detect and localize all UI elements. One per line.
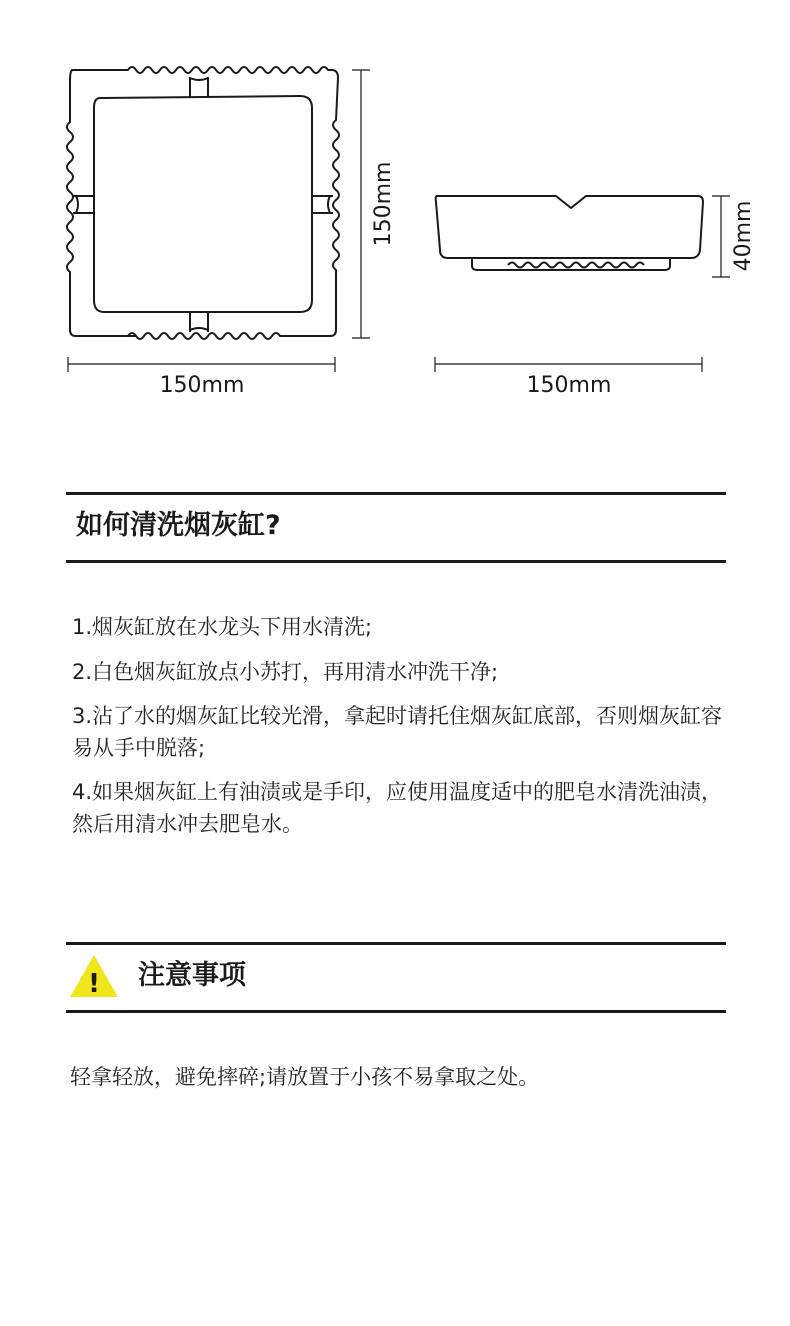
notice-divider-bottom [66, 1010, 726, 1013]
dimension-diagrams [0, 0, 790, 420]
notice-body: 轻拿轻放，避免摔碎;请放置于小孩不易拿取之处。 [70, 1065, 540, 1089]
top-view-width-line [68, 357, 335, 372]
notice-title: 注意事项 [138, 960, 246, 991]
top-view-height-label: 150mm [371, 161, 396, 247]
cleaning-step: 3.沾了水的烟灰缸比较光滑，拿起时请托住烟灰缸底部，否则烟灰缸容易从手中脱落; [72, 704, 723, 760]
side-view-width-line [435, 357, 702, 372]
cleaning-step: 1.烟灰缸放在水龙头下用水清洗; [72, 615, 373, 639]
side-view-height-line [712, 196, 730, 277]
cleaning-title: 如何清洗烟灰缸? [76, 510, 281, 541]
notice-divider-top [66, 942, 726, 945]
side-view-height-label: 40mm [731, 200, 756, 272]
ashtray-top-view [67, 67, 339, 339]
top-view-height-line [352, 70, 370, 338]
cleaning-step: 2.白色烟灰缸放点小苏打，再用清水冲洗干净; [72, 659, 499, 684]
warning-icon-mark: ! [88, 969, 100, 999]
ashtray-side-view [436, 196, 703, 270]
section-divider-top [66, 492, 726, 495]
cleaning-steps-list [72, 612, 732, 853]
top-view-width-label: 150mm [159, 373, 245, 398]
side-view-width-label: 150mm [526, 373, 612, 398]
cleaning-step: 4.如果烟灰缸上有油渍或是手印，应使用温度适中的肥皂水清洗油渍，然后用清水冲去肥皂水。 [72, 780, 723, 836]
warning-icon [68, 953, 120, 999]
section-divider-bottom [66, 560, 726, 563]
